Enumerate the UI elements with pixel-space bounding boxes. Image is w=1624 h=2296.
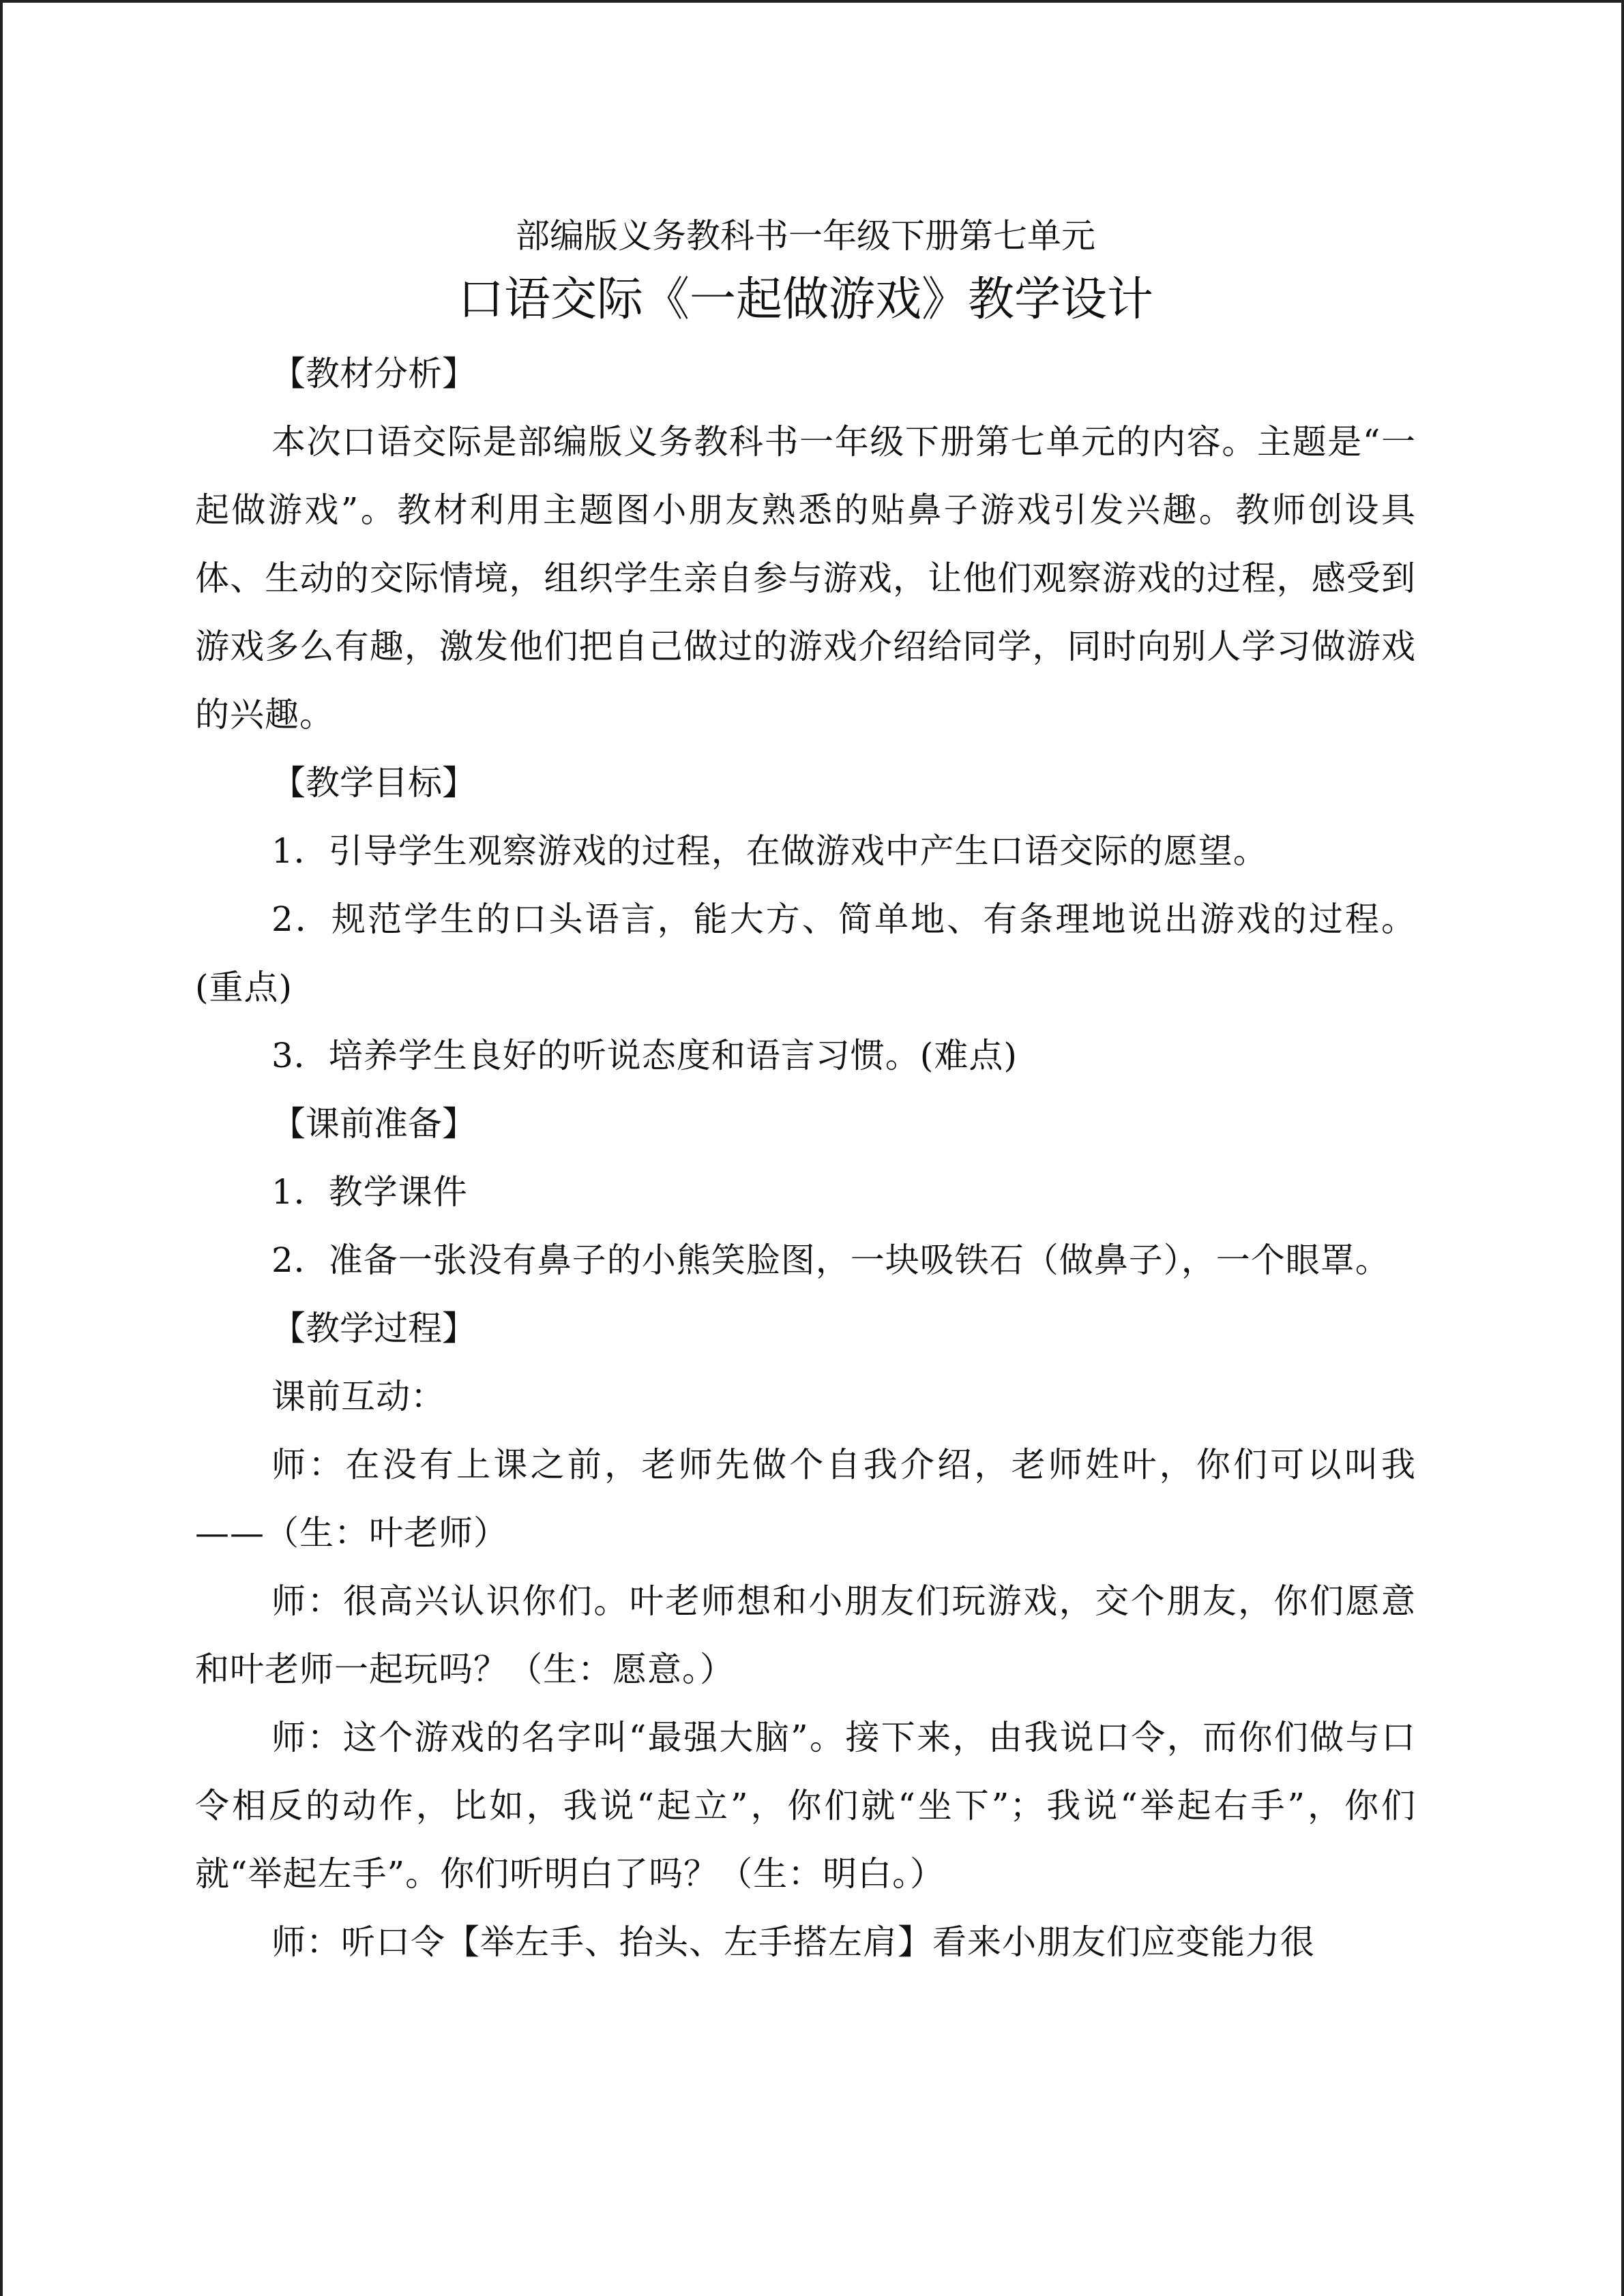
document-title: 口语交际《一起做游戏》教学设计 bbox=[457, 273, 1153, 327]
preparation-item-1: 1．教学课件 bbox=[271, 1172, 468, 1212]
section-heading-material-analysis: 【教材分析】 bbox=[271, 354, 476, 393]
goal-item-2: 2．规范学生的口头语言，能大方、简单地、有条理地说出游戏的过程。(重点) bbox=[195, 899, 1416, 1007]
document-body bbox=[195, 205, 1416, 1976]
goal-item-3: 3．培养学生良好的听说态度和语言习惯。(难点) bbox=[271, 1036, 1018, 1075]
goal-item-1: 1．引导学生观察游戏的过程，在做游戏中产生口语交际的愿望。 bbox=[271, 831, 1268, 871]
section-heading-preparation: 【课前准备】 bbox=[271, 1104, 476, 1144]
dialogue-paragraph: 师：这个游戏的名字叫“最强大脑”。接下来，由我说口令，而你们做与口令相反的动作，比如，我说“起立”，你们就“坐下”；我说“举起右手”，你们就“举起左手”。你们听明白了吗？（生：明白。） bbox=[195, 1718, 1416, 1894]
preparation-item-2: 2．准备一张没有鼻子的小熊笑脸图，一块吸铁石（做鼻子），一个眼罩。 bbox=[271, 1240, 1390, 1280]
paragraph-material-analysis: 本次口语交际是部编版义务教科书一年级下册第七单元的内容。主题是“一起做游戏”。教材利用主题图小朋友熟悉的贴鼻子游戏引发兴趣。教师创设具体、生动的交际情境，组织学生亲自参与游戏，让他们观察游戏的过程，感受到游戏多么有趣，激发他们把自己做过的游戏介绍给同学，同时向别人学习做游戏的兴趣。 bbox=[195, 422, 1416, 734]
page-border-top bbox=[0, 0, 1624, 3]
dialogue-paragraph: 师：很高兴认识你们。叶老师想和小朋友们玩游戏，交个朋友，你们愿意和叶老师一起玩吗？（生：愿意。） bbox=[195, 1581, 1416, 1689]
section-heading-teaching-goals: 【教学目标】 bbox=[271, 763, 476, 803]
page-border-left bbox=[0, 0, 3, 2296]
dialogue-paragraph: 师：在没有上课之前，老师先做个自我介绍，老师姓叶，你们可以叫我——（生：叶老师） bbox=[195, 1445, 1416, 1553]
process-intro: 课前互动： bbox=[271, 1377, 445, 1416]
section-heading-teaching-process: 【教学过程】 bbox=[271, 1309, 476, 1348]
dialogue-paragraph: 师：听口令【举左手、抬头、左手搭左肩】看来小朋友们应变能力很 bbox=[271, 1922, 1315, 1962]
page-border-right bbox=[1621, 0, 1624, 2296]
document-subtitle: 部编版义务教科书一年级下册第七单元 bbox=[516, 216, 1095, 256]
